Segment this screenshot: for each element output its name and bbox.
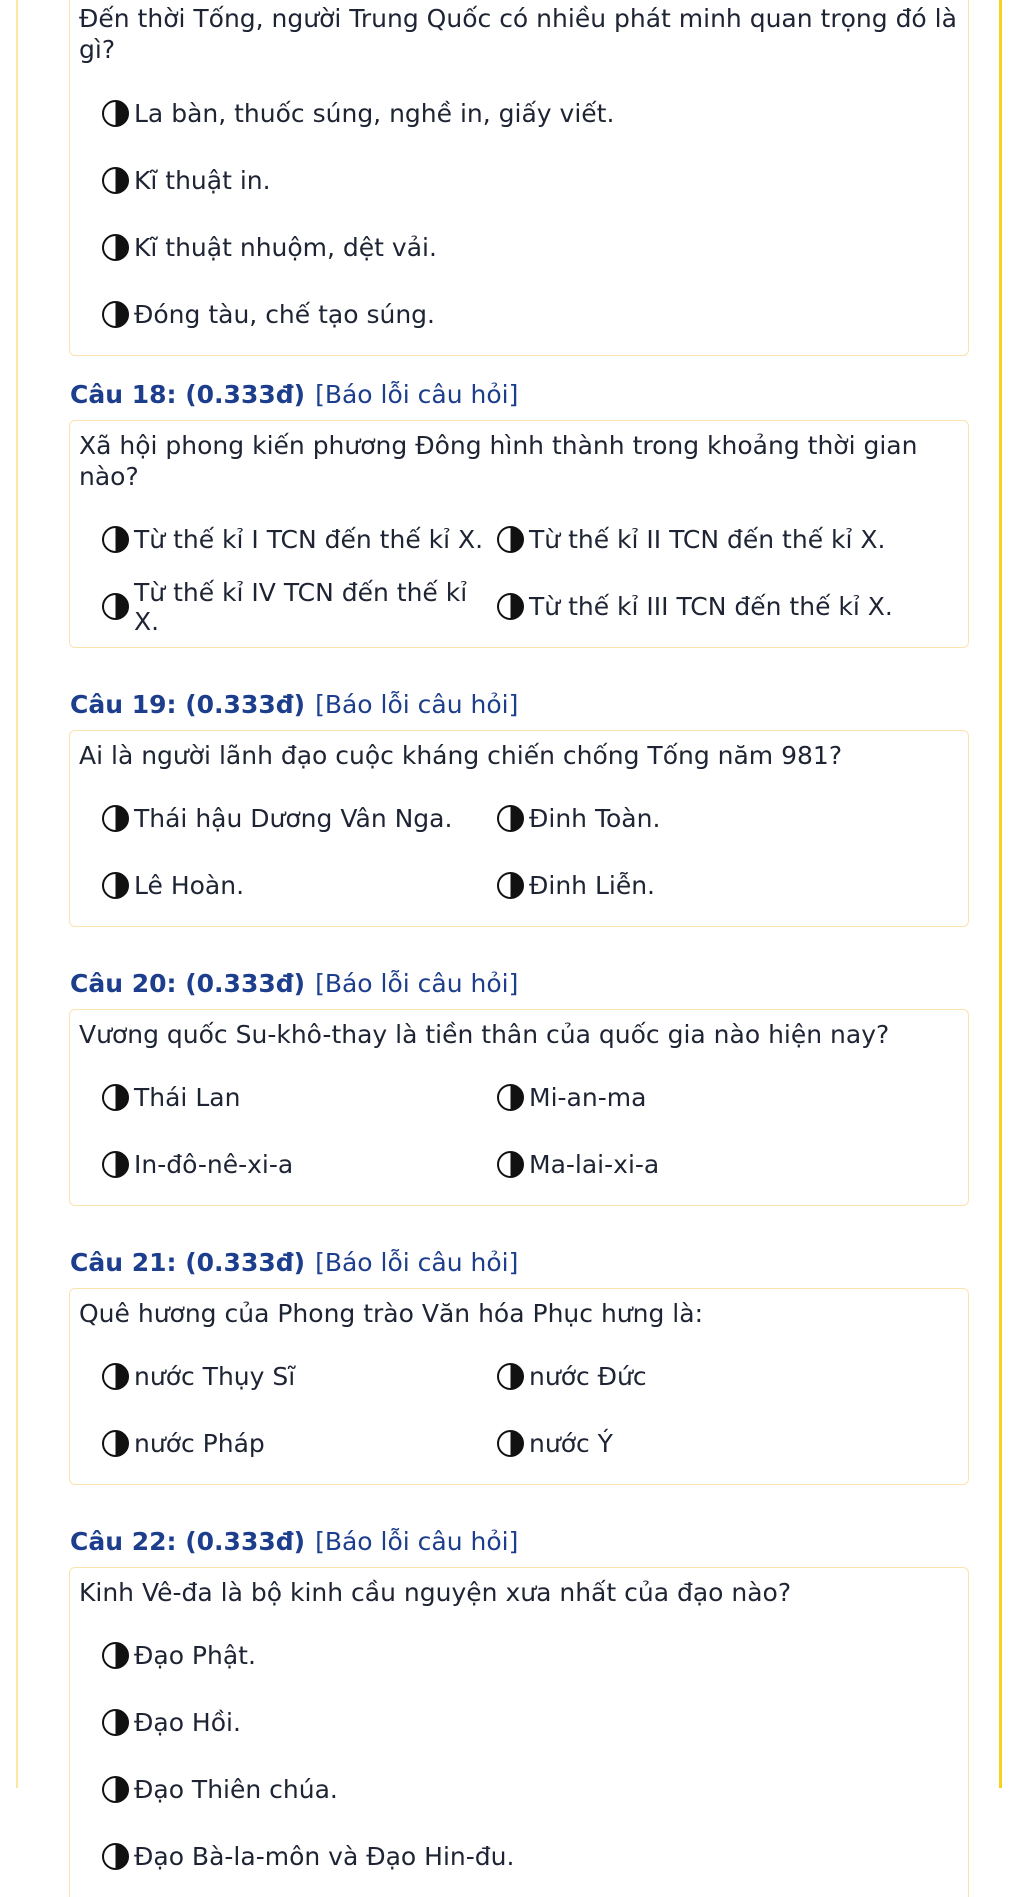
question-text: Quê hương của Phong trào Văn hóa Phục hưng là:	[79, 1299, 703, 1328]
option-label: Đóng tàu, chế tạo súng.	[134, 300, 436, 329]
question-header-20	[69, 957, 969, 1009]
answer-option-b[interactable]	[497, 1064, 958, 1131]
question-header-18	[69, 368, 969, 420]
question-text: Kinh Vê-đa là bộ kinh cầu nguyện xưa nhất của đạo nào?	[79, 1578, 792, 1607]
option-label: Kĩ thuật nhuộm, dệt vải.	[134, 233, 437, 262]
option-label: Từ thế kỉ IV TCN đến thế kỉ X.	[134, 577, 468, 636]
report-error-link[interactable]: [Báo lỗi câu hỏi]	[315, 379, 519, 409]
option-label: Đạo Hồi.	[134, 1708, 241, 1737]
radio-icon[interactable]	[497, 1430, 524, 1457]
answer-option-d[interactable]	[79, 1823, 958, 1890]
answer-option-b[interactable]	[497, 785, 958, 852]
radio-icon[interactable]	[102, 1642, 129, 1669]
question-header-21	[69, 1236, 969, 1288]
question-text: Xã hội phong kiến phương Đông hình thành trong khoảng thời gian nào?	[79, 431, 918, 491]
report-error-link[interactable]: [Báo lỗi câu hỏi]	[315, 689, 519, 719]
answer-option-c[interactable]	[79, 214, 958, 281]
options-grid	[79, 785, 958, 919]
question-number	[70, 380, 305, 409]
answer-option-b[interactable]	[497, 1343, 958, 1410]
answer-option-c[interactable]	[79, 1756, 958, 1823]
question-score: (0.333đ)	[185, 1526, 306, 1556]
answer-option-a[interactable]	[79, 1622, 958, 1689]
question-header-19	[69, 678, 969, 730]
radio-icon[interactable]	[102, 301, 129, 328]
question-score: (0.333đ)	[185, 379, 306, 409]
option-label: nước Pháp	[134, 1429, 265, 1458]
options-list	[79, 1622, 958, 1890]
question-text: Đến thời Tống, người Trung Quốc có nhiều phát minh quan trọng đó là gì?	[79, 4, 957, 64]
options-list	[79, 80, 958, 348]
answer-option-b[interactable]	[497, 506, 958, 573]
option-label: Thái hậu Dương Vân Nga.	[134, 804, 453, 833]
answer-option-a[interactable]	[79, 785, 497, 852]
option-label: nước Đức	[529, 1362, 647, 1391]
options-grid	[79, 506, 958, 640]
radio-icon[interactable]	[102, 526, 129, 553]
question-score: (0.333đ)	[185, 1247, 306, 1277]
radio-icon[interactable]	[102, 1151, 129, 1178]
question-number-label: Câu 21:	[70, 1247, 177, 1277]
option-label: Ma-lai-xi-a	[529, 1150, 660, 1179]
answer-option-c[interactable]	[79, 573, 497, 640]
option-label: Đinh Liễn.	[529, 871, 656, 900]
question-number	[70, 1527, 305, 1556]
radio-icon[interactable]	[102, 167, 129, 194]
option-label: Lê Hoàn.	[134, 871, 245, 900]
report-error-link[interactable]: [Báo lỗi câu hỏi]	[315, 1247, 519, 1277]
answer-option-a[interactable]	[79, 506, 497, 573]
radio-icon[interactable]	[102, 593, 129, 620]
answer-option-c[interactable]	[79, 1131, 497, 1198]
option-label: Thái Lan	[134, 1083, 241, 1112]
radio-icon[interactable]	[102, 1430, 129, 1457]
question-text: Vương quốc Su-khô-thay là tiền thân của quốc gia nào hiện nay?	[79, 1020, 890, 1049]
radio-icon[interactable]	[102, 1843, 129, 1870]
option-label: Từ thế kỉ III TCN đến thế kỉ X.	[529, 592, 893, 621]
options-grid	[79, 1343, 958, 1477]
radio-icon[interactable]	[102, 100, 129, 127]
option-label: Đạo Bà-la-môn và Đạo Hin-đu.	[134, 1842, 515, 1871]
answer-option-c[interactable]	[79, 1410, 497, 1477]
radio-icon[interactable]	[102, 1363, 129, 1390]
radio-icon[interactable]	[497, 872, 524, 899]
option-label: Từ thế kỉ II TCN đến thế kỉ X.	[529, 525, 886, 554]
answer-option-d[interactable]	[497, 1410, 958, 1477]
radio-icon[interactable]	[497, 805, 524, 832]
answer-option-c[interactable]	[79, 852, 497, 919]
question-box-20	[69, 1009, 969, 1206]
radio-icon[interactable]	[497, 526, 524, 553]
question-number-label: Câu 20:	[70, 968, 177, 998]
question-number-label: Câu 18:	[70, 379, 177, 409]
option-label: nước Thụy Sĩ	[134, 1362, 296, 1391]
report-error-link[interactable]: [Báo lỗi câu hỏi]	[315, 968, 519, 998]
option-label: Mi-an-ma	[529, 1083, 647, 1112]
radio-icon[interactable]	[497, 1151, 524, 1178]
option-label: nước Ý	[529, 1429, 613, 1458]
question-box-22	[69, 1567, 969, 1897]
option-label: In-đô-nê-xi-a	[134, 1150, 294, 1179]
option-label: Đạo Thiên chúa.	[134, 1775, 338, 1804]
radio-icon[interactable]	[102, 872, 129, 899]
answer-option-d[interactable]	[497, 852, 958, 919]
quiz-content	[69, 0, 969, 1897]
report-error-link[interactable]: [Báo lỗi câu hỏi]	[315, 1526, 519, 1556]
radio-icon[interactable]	[102, 1084, 129, 1111]
radio-icon[interactable]	[102, 234, 129, 261]
option-label: La bàn, thuốc súng, nghề in, giấy viết.	[134, 99, 615, 128]
answer-option-a[interactable]	[79, 1064, 497, 1131]
question-number	[70, 969, 305, 998]
radio-icon[interactable]	[497, 1084, 524, 1111]
option-label: Kĩ thuật in.	[134, 166, 271, 195]
question-score: (0.333đ)	[185, 689, 306, 719]
answer-option-a[interactable]	[79, 80, 958, 147]
answer-option-d[interactable]	[497, 573, 958, 640]
question-box-19	[69, 730, 969, 927]
answer-option-b[interactable]	[79, 1689, 958, 1756]
radio-icon[interactable]	[497, 1363, 524, 1390]
options-grid	[79, 1064, 958, 1198]
question-number	[70, 690, 305, 719]
radio-icon[interactable]	[102, 1776, 129, 1803]
question-box-18	[69, 420, 969, 648]
answer-option-a[interactable]	[79, 1343, 497, 1410]
question-box-21	[69, 1288, 969, 1485]
radio-icon[interactable]	[102, 1709, 129, 1736]
question-box-17	[69, 0, 969, 356]
question-number-label: Câu 19:	[70, 689, 177, 719]
answer-option-d[interactable]	[497, 1131, 958, 1198]
answer-option-b[interactable]	[79, 147, 958, 214]
question-header-22	[69, 1515, 969, 1567]
option-label: Đinh Toàn.	[529, 804, 661, 833]
question-text: Ai là người lãnh đạo cuộc kháng chiến chống Tống năm 981?	[79, 741, 843, 770]
answer-option-d[interactable]	[79, 281, 958, 348]
radio-icon[interactable]	[102, 805, 129, 832]
question-number-label: Câu 22:	[70, 1526, 177, 1556]
question-score: (0.333đ)	[185, 968, 306, 998]
question-number	[70, 1248, 305, 1277]
option-label: Đạo Phật.	[134, 1641, 256, 1670]
option-label: Từ thế kỉ I TCN đến thế kỉ X.	[134, 525, 484, 554]
radio-icon[interactable]	[497, 593, 524, 620]
